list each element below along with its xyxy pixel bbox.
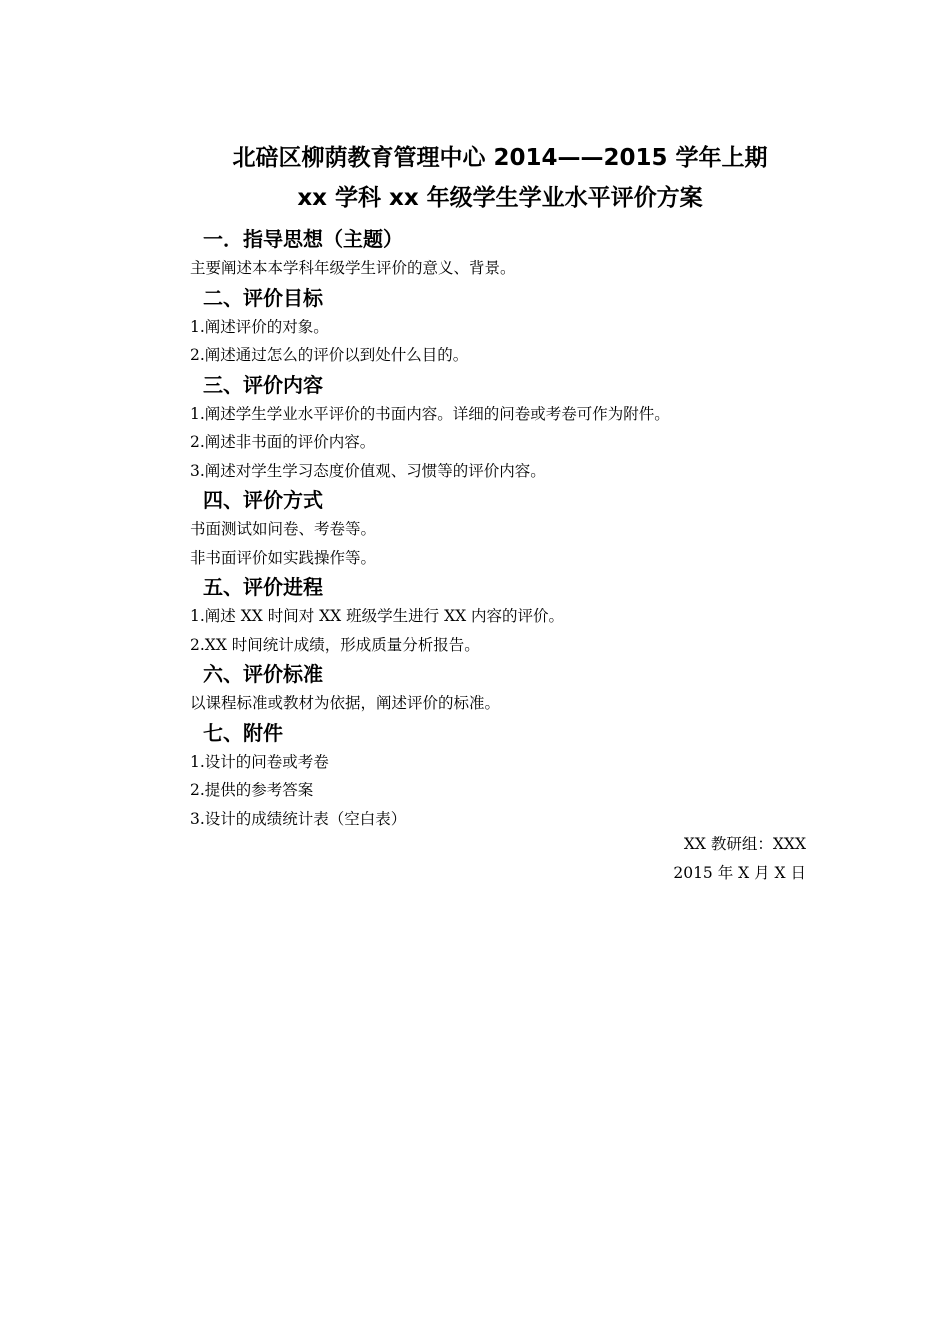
signature-date: 2015 年 X 月 X 日: [673, 863, 806, 882]
section-evaluation-methods: [190, 485, 810, 572]
document-title: [0, 138, 950, 218]
body-line: 1.阐述 XX 时间对 XX 班级学生进行 XX 内容的评价。: [190, 607, 565, 625]
section-evaluation-goals: [190, 283, 810, 370]
body-line: 非书面评价如实践操作等。: [190, 548, 377, 567]
signature-group: XX 教研组：XXX: [683, 835, 806, 853]
section-guiding-thought: [190, 224, 810, 283]
document-body: [190, 224, 810, 833]
section-heading: 四、评价方式: [203, 488, 323, 512]
section-evaluation-standards: [190, 659, 810, 718]
body-line: 以课程标准或教材为依据，阐述评价的标准。: [190, 694, 501, 712]
body-line: 2.阐述非书面的评价内容。: [190, 433, 376, 451]
section-heading: 一．指导思想（主题）: [203, 227, 403, 251]
section-evaluation-schedule: [190, 572, 810, 659]
section-heading: 三、评价内容: [203, 372, 323, 397]
section-attachments: [190, 718, 810, 834]
title-line-2: xx 学科 xx 年级学生学业水平评价方案: [297, 185, 703, 211]
body-line: 3.阐述对学生学习态度价值观、习惯等的评价内容。: [190, 461, 546, 480]
body-line: 主要阐述本本学科年级学生评价的意义、背景。: [190, 259, 516, 277]
body-line: 1.阐述评价的对象。: [190, 317, 329, 336]
section-heading: 六、评价标准: [203, 662, 323, 686]
signature-block: [673, 830, 806, 887]
body-line: 书面测试如问卷、考卷等。: [190, 520, 377, 538]
body-line: 1.设计的问卷或考卷: [190, 752, 329, 771]
section-heading: 七、附件: [203, 720, 283, 745]
body-line: 2.阐述通过怎么的评价以到处什么目的。: [190, 346, 469, 364]
body-line: 2.提供的参考答案: [190, 781, 314, 799]
section-heading: 五、评价进程: [203, 575, 323, 599]
body-line: 3.设计的成绩统计表（空白表）: [190, 809, 407, 828]
section-evaluation-content: [190, 370, 810, 486]
title-line-1: 北碚区柳荫教育管理中心 2014——2015 学年上期: [232, 145, 768, 171]
body-line: 2.XX 时间统计成绩，形成质量分析报告。: [190, 635, 480, 654]
body-line: 1.阐述学生学业水平评价的书面内容。详细的问卷或考卷可作为附件。: [190, 404, 670, 423]
section-heading: 二、评价目标: [203, 285, 323, 310]
